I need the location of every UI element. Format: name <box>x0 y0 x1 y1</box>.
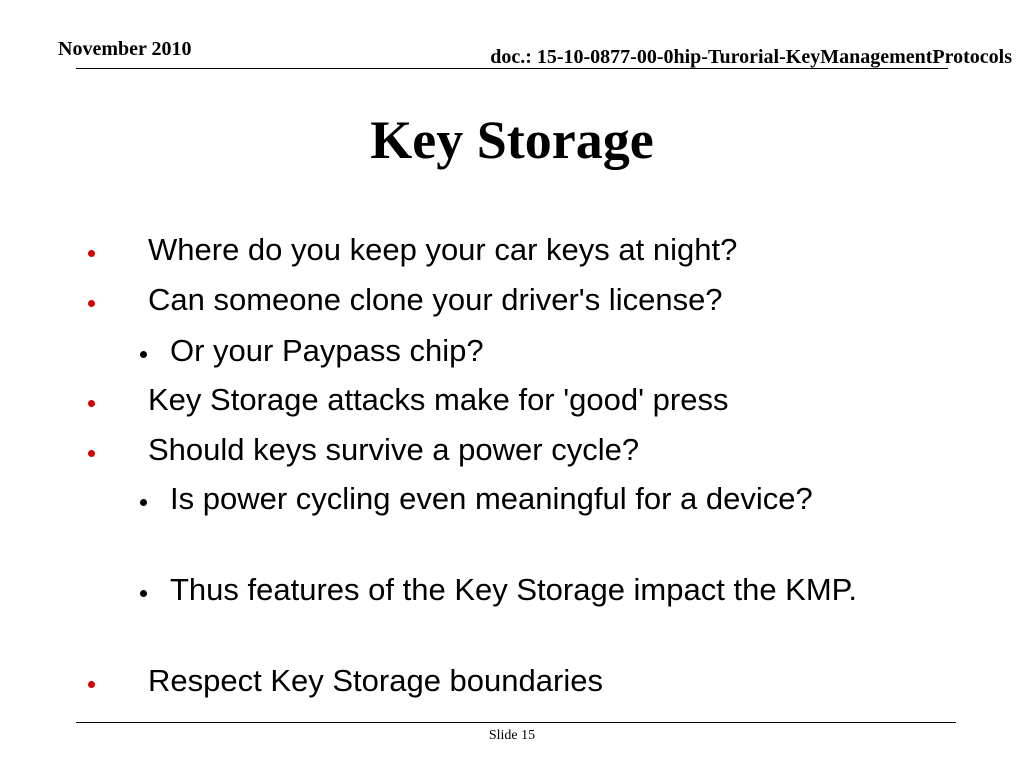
bullet-item <box>88 430 948 470</box>
bullet-dot-icon <box>88 400 95 407</box>
bullet-item <box>88 380 948 420</box>
bullet-dot-icon <box>88 300 95 307</box>
bullet-dot-icon <box>88 681 95 688</box>
header-date: November 2010 <box>58 38 192 60</box>
bullet-text: Thus features of the Key Storage impact the KMP. <box>170 572 857 607</box>
bullet-text: Or your Paypass chip? <box>170 333 484 368</box>
bullet-text: Is power cycling even meaningful for a device? <box>170 481 813 516</box>
footer-divider <box>76 722 956 723</box>
header-doc-id: doc.: 15-10-0877-00-0hip-Turorial-KeyManagementProtocols <box>490 46 1012 68</box>
sub-bullet-item <box>140 331 920 371</box>
bullet-text: Key Storage attacks make for 'good' press <box>148 382 729 417</box>
bullet-dot-icon <box>140 351 147 358</box>
sub-bullet-item <box>140 479 840 519</box>
bullet-dot-icon <box>140 499 147 506</box>
bullet-text: Can someone clone your driver's license? <box>148 282 723 317</box>
bullet-item <box>88 280 948 320</box>
slide-number: Slide 15 <box>488 728 536 743</box>
bullet-dot-icon <box>88 250 95 257</box>
bullet-item <box>88 661 948 701</box>
slide-title: Key Storage <box>370 110 654 170</box>
bullet-dot-icon <box>88 450 95 457</box>
bullet-text: Should keys survive a power cycle? <box>148 432 640 467</box>
sub-bullet-item <box>140 570 920 610</box>
bullet-text: Respect Key Storage boundaries <box>148 663 603 698</box>
bullet-text: Where do you keep your car keys at night? <box>148 232 738 267</box>
bullet-dot-icon <box>140 590 147 597</box>
bullet-item <box>88 230 948 270</box>
